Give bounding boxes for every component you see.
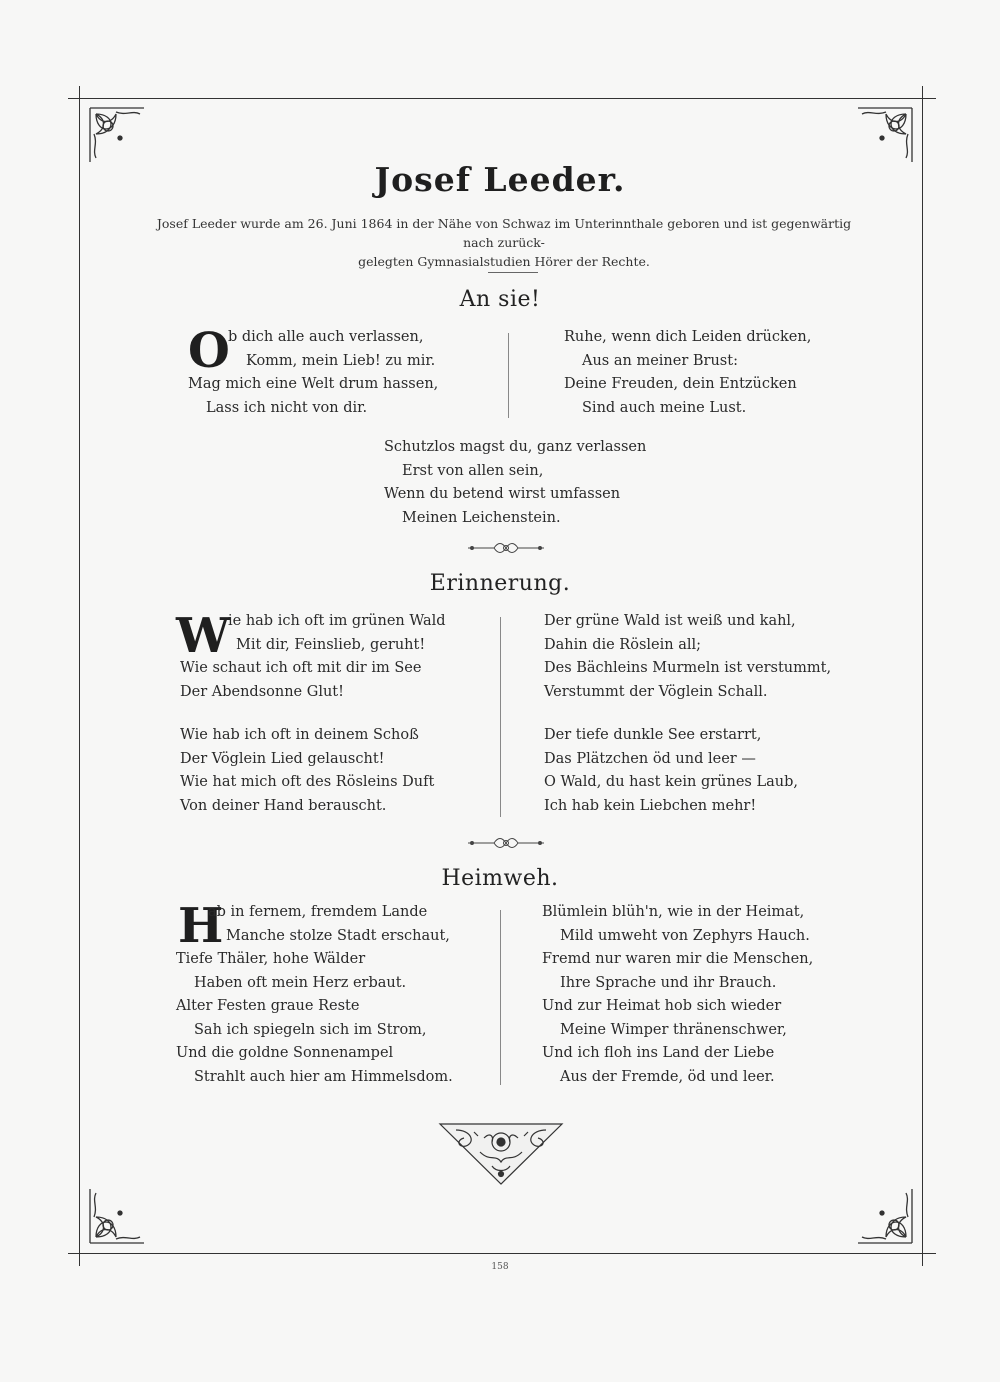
poem-line: O Wald, du hast kein grünes Laub, [544,774,798,790]
poem-line: Verstummt der Vöglein Schall. [544,683,768,700]
poem-line: Von deiner Hand berauscht. [180,797,387,814]
poem-line: Lass ich nicht von dir. [206,399,368,416]
poem-line: Komm, mein Lieb! zu mir. [246,352,436,369]
poem-line: Meine Wimper thränenschwer, [560,1021,787,1038]
poem-line: Dahin die Röslein all; [544,636,702,653]
poem-title: An sie! [459,287,541,312]
poem-line: Mild umweht von Zephyrs Hauch. [560,927,810,944]
poem-line: Fremd nur waren mir die Menschen, [542,951,814,967]
drop-cap: O [188,323,230,379]
poem-line: Alter Festen graue Reste [176,998,360,1014]
tailpiece-ornament-icon [436,1118,566,1188]
poem-line: Aus an meiner Brust: [582,352,738,369]
poem-line: ab in fernem, fremdem Lande [208,904,428,920]
poem-left-stanza [208,901,450,948]
poem-line: Der tiefe dunkle See erstarrt, [544,727,762,743]
column-separator [500,617,501,817]
page-number: 158 [491,1262,509,1272]
frame-right-rule [922,86,923,1266]
poem-line: Tiefe Thäler, hohe Wälder [176,951,366,967]
title-divider-rule [488,272,538,273]
poem-line: Strahlt auch hier am Himmelsdom. [194,1068,453,1085]
divider-ornament-icon [466,836,546,850]
poem-line: Ich hab kein Liebchen mehr! [544,797,757,814]
poem-left-stanza [180,724,434,818]
poem-line: Und zur Heimat hob sich wieder [542,998,782,1014]
poem-title: Erinnerung. [429,571,571,596]
author-intro-line: gelegten Gymnasialstudien Hörer der Rechte. [358,254,650,269]
frame-bottom-rule [68,1253,936,1254]
poem-line: Erst von allen sein, [402,462,544,479]
poem-left-stanza [228,326,435,373]
poem-line: Blümlein blüh'n, wie in der Heimat, [542,904,805,920]
corner-ornament-icon [86,1185,148,1247]
poem-left-stanza [180,657,421,704]
poem-right-stanza [544,610,831,704]
poem-line: Haben oft mein Herz erbaut. [194,974,407,991]
poem-right-stanza [542,901,813,1089]
drop-cap: W [176,608,230,664]
poem-line: Des Bächleins Murmeln ist verstummt, [544,660,832,676]
corner-ornament-icon [854,104,916,166]
corner-ornament-icon [854,1185,916,1247]
poem-line: Deine Freuden, dein Entzücken [564,376,797,392]
poem-line: ie hab ich oft im grünen Wald [228,613,446,629]
poem-line: Mit dir, Feinslieb, geruht! [236,636,426,653]
poem-line: Meinen Leichenstein. [402,509,561,526]
poem-line: Sind auch meine Lust. [582,399,747,416]
author-intro [140,214,868,271]
poem-line: Wie hat mich oft des Rösleins Duft [180,774,435,790]
poem-line: Mag mich eine Welt drum hassen, [188,376,439,392]
column-separator [500,910,501,1085]
poem-right-stanza [564,326,811,420]
poem-line: Der grüne Wald ist weiß und kahl, [544,613,796,629]
poem-line: Das Plätzchen öd und leer — [544,750,756,767]
poem-line: Sah ich spiegeln sich im Strom, [194,1021,427,1038]
page-title: Josef Leeder. [374,160,626,199]
frame-left-rule [79,86,80,1266]
divider-ornament-icon [466,541,546,555]
poem-line: Schutzlos magst du, ganz verlassen [384,439,647,455]
poem-line: Und die goldne Sonnenampel [176,1045,394,1061]
author-intro-line: Josef Leeder wurde am 26. Juni 1864 in der Nähe von Schwaz im Unterinnthale geboren und ist gegenwärtig nach zurück- [156,216,852,250]
drop-cap: H [178,898,224,954]
column-separator [508,333,509,418]
poem-line: Wie hab ich oft in deinem Schoß [180,727,419,743]
corner-ornament-icon [86,104,148,166]
poem-line: Ruhe, wenn dich Leiden drücken, [564,329,812,345]
poem-line: b dich alle auch verlassen, [228,329,424,345]
poem-line: Der Abendsonne Glut! [180,683,344,700]
poem-center-stanza [384,436,646,530]
poem-line: Der Vöglein Lied gelauscht! [180,750,385,767]
poem-line: Manche stolze Stadt erschaut, [226,927,450,944]
frame-top-rule [68,98,936,99]
poem-left-stanza [228,610,446,657]
poem-line: Aus der Fremde, öd und leer. [560,1068,775,1085]
poem-right-stanza [544,724,798,818]
poem-line: Wenn du betend wirst umfassen [384,486,621,502]
poem-left-stanza [176,948,453,1089]
poem-left-stanza [188,373,438,420]
poem-line: Ihre Sprache und ihr Brauch. [560,974,777,991]
poem-line: Wie schaut ich oft mit dir im See [180,660,422,676]
poem-line: Und ich floh ins Land der Liebe [542,1045,775,1061]
poem-title: Heimweh. [441,866,559,891]
